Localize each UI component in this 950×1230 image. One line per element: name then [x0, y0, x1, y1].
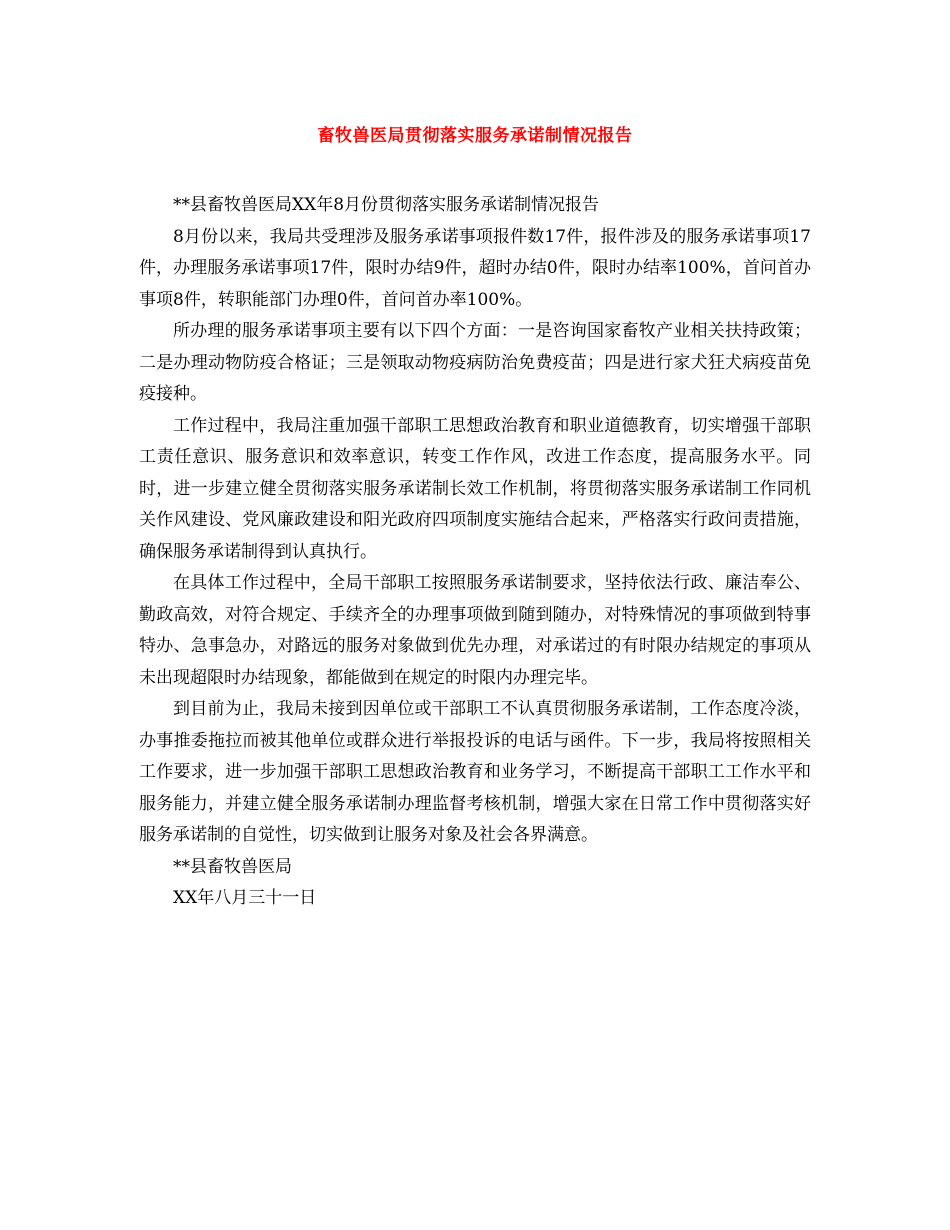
paragraph-specific-work: 在具体工作过程中，全局干部职工按照服务承诺制要求，坚持依法行政、廉洁奉公、勤政高效，对符合规定、手续齐全的办理事项做到随到随办，对特殊情况的事项做到特事特办、急事急办，对路远的服务对象做到优先办理，对承诺过的有时限办结规定的事项从未出现超限时办结现象，都能做到在规定的时限内办理完毕。 — [139, 573, 811, 688]
signature-date: XX年八月三十一日 — [173, 888, 317, 908]
report-heading-line: **县畜牧兽医局XX年8月份贯彻落实服务承诺制情况报告 — [173, 195, 600, 215]
paragraph-next-steps: 到目前为止，我局未接到因单位或干部职工不认真贯彻服务承诺制，工作态度冷淡，办事推委拖拉而被其他单位或群众进行举报投诉的电话与函件。下一步，我局将按照相关工作要求，进一步加强干部职工思想政治教育和业务学习，不断提高干部职工工作水平和 服务能力，并建立健全服务承诺制办理监督考核机制，增强大家在日常工作中贯彻落实好服务承诺制的自觉性，切实做到让服务对象及社会各界满意。 — [139, 699, 811, 845]
paragraph-service-items: 所办理的服务承诺事项主要有以下四个方面：一是咨询国家畜牧产业相关扶持政策；二是办理动物防疫合格证；三是领取动物疫病防治免费疫苗；四是进行家犬狂犬病疫苗免疫接种。 — [139, 321, 811, 404]
paragraph-work-process: 工作过程中，我局注重加强干部职工思想政治教育和职业道德教育，切实增强干部职工责任意识、服务意识和效率意识，转变工作作风，改进工作态度，提高服务水平。同时，进一步建立健全贯彻落实服务承诺制长效工作机制，将贯彻落实服务承诺制工作同机关作风建设、党风廉政建设和阳光政府四项制度实施结合起来，严格落实行政问责措施，确保服务承诺制得到认真执行。 — [139, 415, 811, 562]
document-title: 畜牧兽医局贯彻落实服务承诺制情况报告 — [317, 126, 633, 146]
paragraph-statistics: 8月份以来，我局共受理涉及服务承诺事项报件数17件，报件涉及的服务承诺事项17件，办理服务承诺事项17件，限时办结9件，超时办结0件，限时办结率100%，首问首办事项8件，转职能部门办理0件，首问首办率100%。 — [139, 226, 811, 310]
signature-organization: **县畜牧兽医局 — [173, 856, 292, 877]
document-body — [139, 190, 811, 915]
